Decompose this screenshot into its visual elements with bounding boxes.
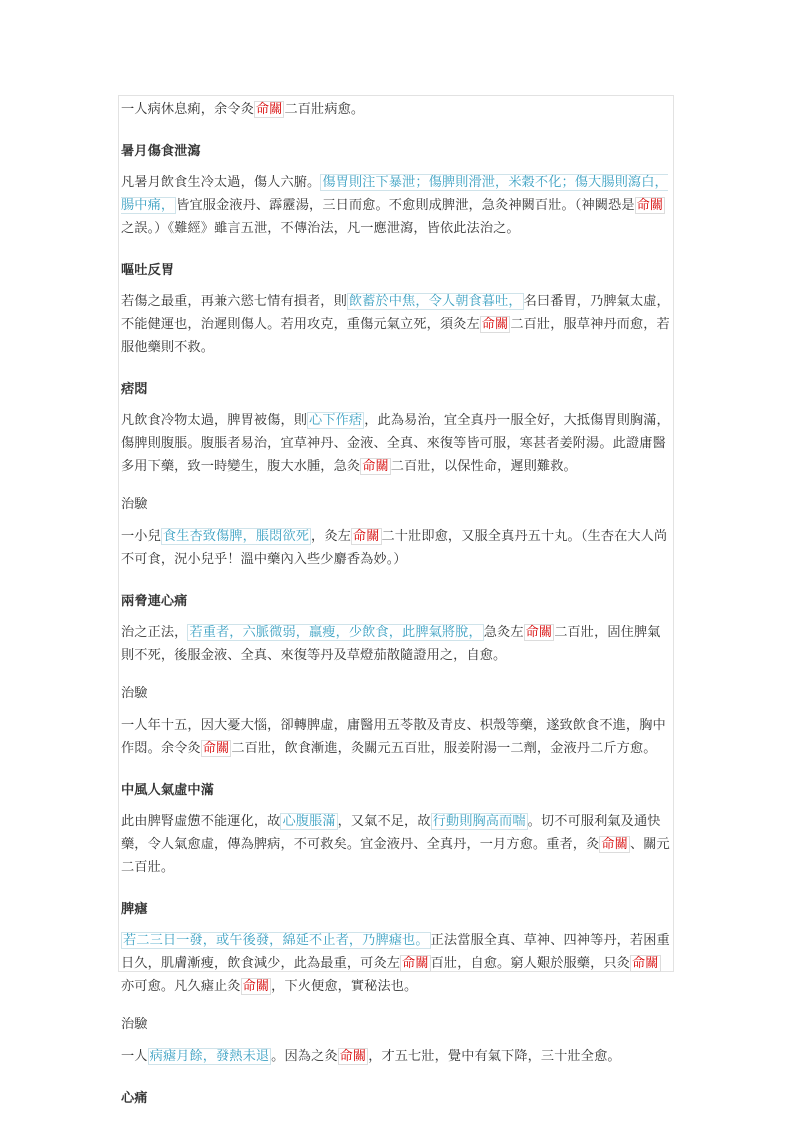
keyword-term: 命關 [339,1049,367,1064]
section-heading: 脾瘧 [121,902,148,917]
body-paragraph [121,520,671,576]
text-run: 。因為之灸 [271,1049,338,1064]
text-run: ，又氣不足，故 [337,814,431,829]
section-heading: 暑月傷食泄瀉 [121,144,201,159]
text-run: 二百壯，飲食漸進，灸關元五百壯，服姜附湯一二劑，金液丹二斤方愈。 [231,741,657,756]
section-heading: 中風人氣虛中滿 [121,783,215,798]
case-label: 治驗 [121,686,148,701]
highlighted-phrase: 傷胃則注下暴泄；傷脾則滑泄，米穀不化；傷大腸則瀉白，腸中痛， [121,175,668,213]
text-run: ，此為易治，宜全真丹一服全好，大抵傷胃則胸滿，傷脾則腹脹。腹脹者易治，宜草神丹、金液、全真、來復等皆可服，寒甚者姜附湯。此證庸醫多用下藥，致一時變生，腹大水腫，急灸 [121,413,670,474]
case-label: 治驗 [121,497,148,512]
text-run: 、關元二百壯。 [121,837,670,875]
keyword-term: 命關 [255,102,283,117]
text-run: 凡暑月飲食生冷太過，傷人六腑。 [121,175,321,190]
text-run: 名曰番胃，乃脾氣太虛，不能健運也，治遲則傷人。若用攻克，重傷元氣立死，須灸左 [121,294,670,332]
text-run: 百壯，自愈。窮人艱於服藥，只灸 [430,956,630,971]
section-heading: 嘔吐反胃 [121,263,175,278]
text-run: 一人病休息痢，余令灸 [121,102,254,117]
body-paragraph [121,285,671,364]
section-heading: 心痛 [121,1091,148,1106]
text-run: ，才五七壯，覺中有氣下降，三十壯全愈。 [368,1049,621,1064]
keyword-term: 命關 [202,741,230,756]
text-run: 二百壯，以保性命，遲則難救。 [390,459,577,474]
keyword-term: 命關 [636,198,664,213]
highlighted-phrase: 行動則胸高而喘 [432,814,526,829]
keyword-term: 命關 [242,979,270,994]
highlighted-phrase: 飲蓄於中焦，令人朝食暮吐， [348,294,522,309]
keyword-term: 命關 [631,956,659,971]
text-run: 一人年十五，因大憂大惱，卻轉脾虛，庸醫用五苓散及青皮、枳殼等藥，遂致飲食不進，胸中作悶。余令灸 [121,718,666,756]
case-label: 治驗 [121,1017,148,1032]
text-run: 之誤。）《難經》雖言五泄，不傳治法，凡一應泄瀉，皆依此法治之。 [121,221,520,236]
section-heading: 痞悶 [121,382,148,397]
highlighted-phrase: 心腹脹滿 [282,814,336,829]
text-run: 二百壯，服草神丹而愈，若服他藥則不救。 [121,317,670,355]
text-run: 皆宜服金液丹、霹靂湯，三日而愈。不愈則成脾泄，急灸神闕百壯。（神闕恐是 [176,198,635,213]
highlighted-phrase: 病瘧月餘，發熱未退 [149,1049,270,1064]
body-paragraph [121,1040,671,1073]
highlighted-phrase: 心下作痞 [309,413,363,428]
text-run: 二百壯，固住脾氣則不死，後服金液、全真、來復等丹及草燈茄散隨證用之，自愈。 [121,625,661,663]
body-paragraph [121,166,671,245]
text-run: ，灸左 [311,529,351,544]
body-paragraph [121,404,671,483]
text-run: 治之正法， [121,625,188,640]
body-paragraph [121,709,671,765]
keyword-term: 命關 [352,529,380,544]
highlighted-phrase: 若二三日一發，或午後發，綿延不止者，乃脾瘧也。 [123,933,429,948]
body-paragraph [121,805,671,884]
highlighted-phrase: 食生杏致傷脾，脹悶欲死 [162,529,310,544]
text-run: 。切不可服利氣及通快藥，令人氣愈虛，傳為脾病，不可救矣。宜金液丹、全真丹，一月方愈。重者，灸 [121,814,661,852]
text-run: 若傷之最重，再兼六慾七情有損者，則 [121,294,347,309]
keyword-term: 命關 [402,956,429,971]
keyword-term: 命關 [601,837,628,852]
section-heading: 兩脅連心痛 [121,594,188,609]
highlighted-phrase: 若重者，六脈微弱，羸瘦，少飲食，此脾氣將脫， [189,625,482,640]
document-frame [118,95,674,1106]
text-run: 凡飲食冷物太過，脾胃被傷，則 [121,413,308,428]
text-run: 急灸左 [483,625,524,640]
keyword-term: 命關 [525,625,553,640]
document-body [121,96,671,1113]
text-run: 一人 [121,1049,148,1064]
text-run: 二十壯即愈，又服全真丹五十丸。（生杏在大人尚不可食，況小兒乎！溫中藥內入些少麝香為妙。） [121,529,668,567]
body-paragraph [121,616,671,672]
keyword-term: 命關 [362,459,389,474]
text-run: ，下火便愈，實秘法也。 [271,979,418,994]
text-run: 一小兒 [121,529,161,544]
text-run: 二百壯病愈。 [284,102,365,117]
body-paragraph [121,96,671,126]
text-run: 此由脾腎虛憊不能運化，故 [121,814,281,829]
text-run: 正法當服全真、草神、四神等丹，若困重日久，肌膚漸瘦，飲食減少，此為最重，可灸左 [121,933,670,971]
keyword-term: 命關 [481,317,509,332]
text-run: 亦可愈。凡久瘧止灸 [121,979,241,994]
body-paragraph [121,924,671,1003]
